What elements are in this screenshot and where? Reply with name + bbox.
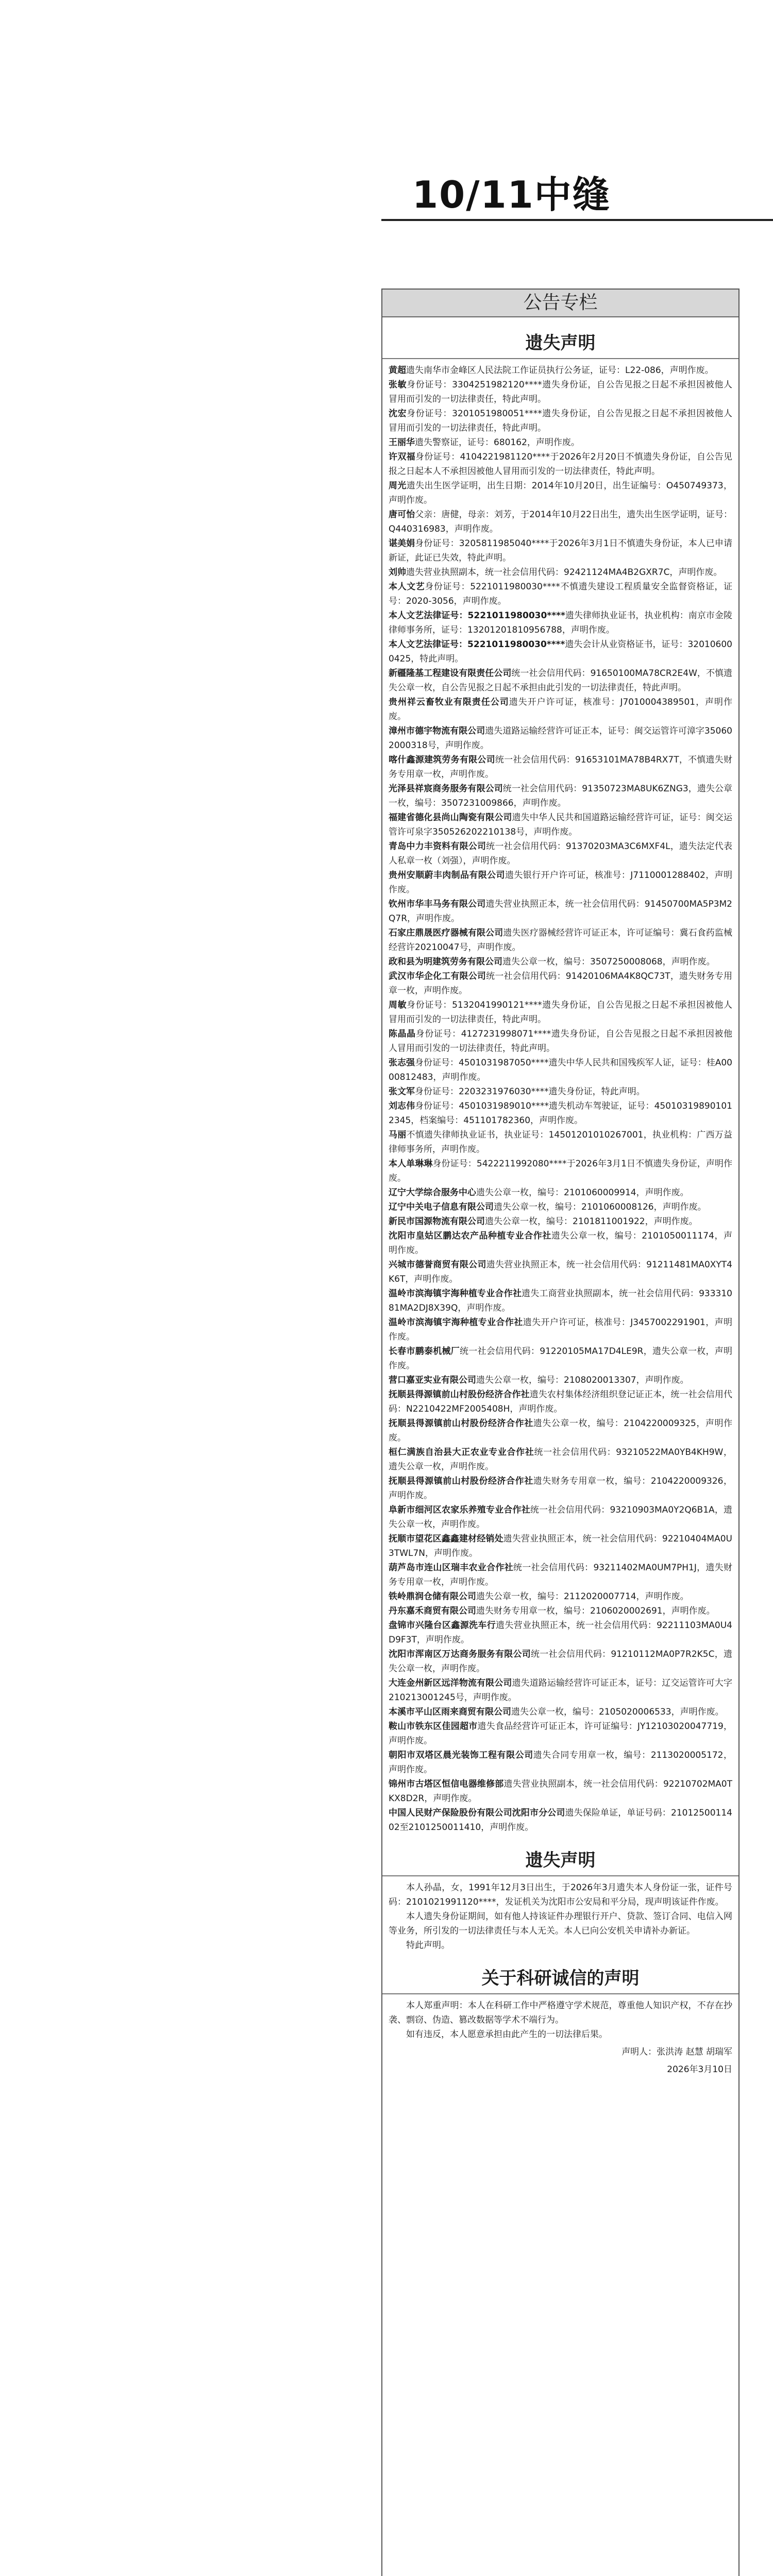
notice-name: 张敏 [389,380,407,390]
notice-item [389,637,732,666]
notice-text: 遗失财务专用章一枚，编号：2104220009326，声明作废。 [389,1476,733,1501]
notice-name: 营口嘉亚实业有限公司 [389,1375,476,1385]
notice-name: 大连金州新区远洋物流有限公司 [389,1678,512,1688]
notice-text: 遗失农村集体经济组织登记证正本，统一社会信用代码：N2210422MF2005408H，声明作废。 [389,1389,733,1414]
notice-item [389,1286,732,1315]
notice-item [389,479,732,507]
notice-text: 遗失银行开户许可证，核准号：J7110001288402，声明作废。 [389,870,733,895]
notice-item [389,1027,732,1056]
notice-text: 遗失开户许可证，核准号：J3457002291901，声明作废。 [389,1317,732,1342]
notice-item [389,1128,732,1157]
notice-name: 本人文艺法律证号：5221011980030**** [389,611,565,621]
notice-text: 身份证号：5422211992080****于2026年3月1日不慎遗失身份证，声明作废。 [389,1159,732,1183]
notice-text: 身份证号：4104221981120****于2026年2月20日不慎遗失身份证，自公告见报之日起本人不承担因被他人冒用而引发的一切法律责任，特此声明。 [389,452,732,477]
section-divider [382,1875,738,1876]
notice-name: 朝阳市双塔区晨光装饰工程有限公司 [389,1750,533,1760]
notice-name: 葫芦岛市连山区瑞丰农业合作社 [389,1563,513,1573]
statement-signers: 声明人：张洪涛 赵慧 胡瑞军 [621,2047,732,2057]
cancel-paragraph: 本人遗失身份证期间，如有他人持该证件办理银行开户、贷款、签订合同、电信入网等业务，所引发的一切法律责任与本人无关。本人已向公安机关申请补办新证。 [389,1911,732,1936]
notice-name: 鞍山市铁东区佳园超市 [389,1721,478,1732]
notice-text: 身份证号：4501031987050****遗失中华人民共和国残疾军人证，证号：桂A0000812483，声明作废。 [389,1058,732,1082]
notice-item [389,1777,732,1806]
notice-item [389,1561,732,1589]
statement-date: 2026年3月10日 [667,2064,732,2075]
notice-text: 遗失律师执业证书，执业机构：南京市金陵律师事务所，证号：13201201810956788，声明作废。 [389,611,732,635]
notice-item [389,580,732,608]
notice-item [389,1315,732,1344]
notice-text: 身份证号：3205811985040****于2026年3月1日不慎遗失身份证，本人已申请新证，此证已失效，特此声明。 [389,538,733,563]
notice-text: 遗失食品经营许可证正本，许可证编号：JY12103020047719，声明作废。 [389,1721,733,1746]
notice-text: 遗失公章一枚，编号：2101060008126，声明作废。 [494,1202,707,1212]
notice-item [389,608,732,637]
notice-name: 周光 [389,481,407,491]
notice-name: 陈晶晶 [389,1029,416,1039]
notice-text: 统一社会信用代码：93211402MA0UM7PH1J，遗失财务专用章一枚，声明作废。 [389,1563,732,1587]
notice-text: 遗失营业执照正本，统一社会信用代码：92210404MA0U3TWL7N，声明作废。 [389,1534,732,1558]
notice-item [389,1344,732,1373]
notice-item [389,1214,732,1229]
notice-text: 统一社会信用代码：91350723MA8UK6ZNG3，遗失公章一枚，编号：3507231009866，声明作废。 [389,784,733,808]
notice-text: 统一社会信用代码：91650100MA78CR2E4W，不慎遗失公章一枚，自公告见报之日起不承担由此引发的一切法律责任，特此声明。 [389,668,733,693]
notice-name: 刘帅 [389,567,406,578]
notice-item [389,507,732,536]
notice-item [389,1589,732,1604]
notice-name: 张志强 [389,1058,415,1068]
notice-item [389,868,732,897]
notice-text: 统一社会信用代码：91210112MA0P7R2K5C，遗失公章一枚，声明作废。 [389,1649,732,1674]
notice-name: 本人文艺 [389,582,425,592]
notice-name: 本人单琳琳 [389,1159,433,1169]
notice-name: 周敏 [389,1000,407,1010]
notice-name: 新疆隆基工程建设有限责任公司 [389,668,512,679]
notice-text: 遗失公章一枚，编号：2101811001922，声明作废。 [485,1216,698,1227]
notice-text: 遗失道路运输经营许可证正本，证号：闽交运管许可漳字350602000318号，声明作废。 [389,726,732,751]
notice-name: 抚顺县得源镇前山村股份经济合作社 [389,1389,530,1400]
notice-item [389,363,732,378]
notice-name: 本人文艺法律证号：5221011980030**** [389,639,565,650]
notice-name: 青岛中力丰资料有限公司 [389,841,486,852]
notice-item [389,1258,732,1286]
notice-name: 温岭市滨海镇宇海种植专业合作社 [389,1317,523,1328]
notice-item [389,926,732,955]
notice-text: 统一社会信用代码：93210903MA0Y2Q6B1A，遗失公章一枚，声明作废。 [389,1505,732,1530]
notice-item [389,998,732,1027]
notice-item [389,955,732,969]
notice-item [389,565,732,580]
notice-name: 张文军 [389,1087,415,1097]
notice-item [389,1647,732,1676]
notice-item [389,1618,732,1647]
notice-name: 辽宁中关电子信息有限公司 [389,1202,494,1212]
notice-text: 遗失公章一枚，编号：3507250008068，声明作废。 [502,957,715,967]
notice-text: 父亲：唐健，母亲：刘芳，于2014年10月22日出生，遗失出生医学证明，证号：Q440316983，声明作废。 [389,510,733,534]
notice-item [389,1474,732,1503]
notice-item [389,724,732,753]
notice-item [389,897,732,926]
notice-text: 统一社会信用代码：91653101MA78B4RX7T，不慎遗失财务专用章一枚，声明作废。 [389,755,733,779]
notice-text: 遗失合同专用章一枚，编号：2113020005172，声明作废。 [389,1750,733,1775]
notice-item [389,1503,732,1532]
section-divider [382,358,738,359]
page-header [0,155,773,232]
notice-name: 贵州安顺蔚丰肉制品有限公司 [389,870,505,880]
notice-text: 身份证号：4127231998071****遗失身份证，自公告见报之日起不承担因被他人冒用而引发的一切法律责任，特此声明。 [389,1029,733,1054]
notice-name: 盘锦市兴隆台区鑫源洗车行 [389,1620,496,1631]
notice-text: 遗失营业执照正本，统一社会信用代码：92211103MA0U4D9F3T，声明作废。 [389,1620,733,1645]
notice-text: 遗失保险单证，单证号码：2101250011402至2101250011410，声明作废。 [389,1808,732,1833]
notice-item [389,1719,732,1748]
notice-item [389,1200,732,1214]
notice-item [389,810,732,839]
cancel-notice-title: 遗失声明 [525,1850,596,1871]
notice-text: 遗失公章一枚，编号：2104220009325，声明作废。 [389,1418,733,1443]
notice-text: 身份证号：2203231976030****遗失身份证，特此声明。 [415,1087,645,1097]
notice-item [389,1185,732,1200]
notice-column [381,289,740,2576]
notice-item [389,1229,732,1258]
notice-text: 遗失开户许可证，核准号：J7010004389501，声明作废。 [389,697,733,722]
notice-text: 身份证号：5132041990121****遗失身份证，自公告见报之日起不承担因被他人冒用而引发的一切法律责任，特此声明。 [389,1000,732,1025]
notice-name: 马丽 [389,1130,407,1140]
notice-item [389,1445,732,1474]
notice-name: 本溪市平山区雨来商贸有限公司 [389,1707,511,1717]
notice-name: 政和县为明建筑劳务有限公司 [389,957,502,967]
notice-item [389,450,732,479]
notice-name: 光泽县祥宸商务服务有限公司 [389,784,503,794]
notice-text: 遗失营业执照正本，统一社会信用代码：91450700MA5P3M2Q7R，声明作废。 [389,899,732,924]
notice-item [389,1705,732,1719]
statement-paragraph: 本人郑重声明：本人在科研工作中严格遵守学术规范，尊重他人知识产权，不存在抄袭、剽窃、伪造、篡改数据等学术不端行为。 [389,2001,732,2025]
section-divider [382,1993,738,1994]
notice-item [389,536,732,565]
cancel-notice-body [382,1880,738,1953]
notice-item [389,1676,732,1705]
notice-item [389,1748,732,1777]
notice-item [389,839,732,868]
notice-name: 贵州祥云畜牧业有限责任公司 [389,697,509,707]
page-title: 10/11中缝 [412,173,611,216]
notice-name: 黄超 [389,365,406,376]
notice-name: 许双福 [389,452,415,462]
notice-text: 遗失警察证，证号：680162，声明作废。 [415,437,580,448]
statement-body [382,1998,738,2077]
notice-name: 福建省德化县尚山陶瓷有限公司 [389,812,512,823]
notice-text: 统一社会信用代码：91420106MA4K8QC73T，遗失财务专用章一枚，声明作废。 [389,971,733,996]
statement-paragraphs [389,1998,732,2042]
loss-notice-title: 遗失声明 [525,333,596,353]
notice-text: 遗失出生医学证明，出生日期：2014年10月20日，出生证编号：O450749373，声明作废。 [389,481,732,505]
statement-paragraph: 如有违反，本人愿意承担由此产生的一切法律后果。 [406,2029,608,2040]
notice-item [389,1084,732,1099]
notice-item [389,969,732,998]
cancel-paragraph: 特此声明。 [406,1940,450,1951]
notice-name: 王丽华 [389,437,415,448]
notice-item [389,1157,732,1185]
notice-item [389,435,732,450]
notice-item [389,378,732,406]
notice-text: 遗失中华人民共和国道路运输经营许可证，证号：闽交运管许可泉字350526202210138号，声明作废。 [389,812,733,837]
statement-title: 关于科研诚信的声明 [481,1968,640,1989]
notice-item [389,695,732,724]
notice-name: 中国人民财产保险股份有限公司沈阳市分公司 [389,1808,565,1818]
notice-item [389,1604,732,1618]
notice-text: 遗失道路运输经营许可证正本，证号：辽交运管许可大字210213001245号，声明作废。 [389,1678,733,1703]
notice-name: 沈宏 [389,409,407,419]
notice-name: 石家庄鼎晟医疗器械有限公司 [389,928,503,938]
notice-text: 不慎遗失律师执业证书，执业证号：14501201010267001，执业机构：广西万益律师事务所，声明作废。 [389,1130,733,1155]
notice-item [389,1387,732,1416]
loss-notice-list [382,363,738,1835]
notice-text: 遗失公章一枚，编号：2108020013307，声明作废。 [476,1375,689,1385]
notice-name: 锦州市古塔区恒信电器维修部 [389,1779,504,1789]
notice-text: 遗失医疗器械经营许可证正本，许可证编号：冀石食药监械经营许20210047号，声明作废。 [389,928,733,953]
notice-name: 阜新市细河区农家乐养殖专业合作社 [389,1505,530,1515]
notice-name: 新民市国源物流有限公司 [389,1216,485,1227]
notice-name: 铁岭鼎润仓储有限公司 [389,1591,476,1602]
notice-item [389,753,732,782]
notice-name: 长春市鹏泰机械厂 [389,1346,460,1357]
notice-name: 沈阳市浑南区万达商务服务有限公司 [389,1649,531,1659]
notice-text: 遗失工商营业执照副本，统一社会信用代码：93331081MA2DJ8X39Q，声明作废。 [389,1289,732,1313]
column-banner: 公告专栏 [382,290,738,317]
notice-name: 抚顺市望花区鑫鑫建材经销处 [389,1534,503,1544]
notice-text: 统一社会信用代码：91220105MA17D4LE9R，遗失公章一枚，声明作废。 [389,1346,733,1371]
notice-name: 抚顺县得源镇前山村股份经济合作社 [389,1418,533,1429]
notice-text: 遗失公章一枚，编号：2112020007714，声明作废。 [476,1591,689,1602]
notice-item [389,1532,732,1561]
notice-name: 丹东嘉禾商贸有限公司 [389,1606,476,1616]
notice-name: 辽宁大学综合服务中心 [389,1188,476,1198]
notice-name: 钦州市华丰马务有限公司 [389,899,486,909]
notice-name: 桓仁满族自治县大正农业专业合作社 [389,1447,534,1458]
notice-item [389,666,732,695]
notice-text: 遗失公章一枚，编号：2101060009914，声明作废。 [476,1188,689,1198]
notice-item [389,782,732,810]
notice-name: 沈阳市皇姑区鹏达农产品种植专业合作社 [389,1231,551,1241]
header-rule [381,219,773,221]
notice-item [389,1806,732,1835]
notice-name: 兴城市德誉商贸有限公司 [389,1260,486,1270]
notice-text: 遗失营业执照副本，统一社会信用代码：92421124MA4B2GXR7C，声明作废。 [406,567,722,578]
notice-text: 身份证号：3304251982120****遗失身份证，自公告见报之日起不承担因被他人冒用而引发的一切法律责任，特此声明。 [389,380,732,404]
notice-text: 遗失营业执照正本，统一社会信用代码：91211481MA0XYT4K6T，声明作废。 [389,1260,732,1284]
notice-item [389,1099,732,1128]
notice-name: 漳州市德宇物流有限公司 [389,726,485,736]
notice-text: 身份证号：4501031989010****遗失机动车驾驶证，证号：450103198901012345，档案编号：451101782360，声明作废。 [389,1101,732,1126]
notice-item [389,1416,732,1445]
notice-text: 遗失公章一枚，编号：2105020006533，声明作废。 [511,1707,724,1717]
notice-item [389,1373,732,1387]
notice-name: 喀什鑫源建筑劳务有限公司 [389,755,495,765]
notice-text: 统一社会信用代码：91370203MA3C6MXF4L，遗失法定代表人私章一枚（刘强），声明作废。 [389,841,732,866]
notice-text: 遗失会计从业资格证书，证号：320106000425，特此声明。 [389,639,732,664]
notice-name: 刘志伟 [389,1101,415,1111]
notice-name: 谌美娟 [389,538,415,549]
cancel-paragraph: 本人孙晶，女，1991年12月3日出生，于2026年3月遗失本人身份证一张，证件号码：2101021991120****，发证机关为沈阳市公安局和平分局，现声明该证件作废。 [389,1883,732,1907]
notice-name: 抚顺县得源镇前山村股份经济合作社 [389,1476,533,1486]
notice-text: 身份证号：5221011980030****不慎遗失建设工程质量安全监督资格证，证号：2020-3056，声明作废。 [389,582,732,606]
notice-text: 身份证号：3201051980051****遗失身份证，自公告见报之日起不承担因被他人冒用而引发的一切法律责任，特此声明。 [389,409,732,433]
notice-name: 温岭市滨海镇宇海种植专业合作社 [389,1289,522,1299]
notice-text: 遗失财务专用章一枚，编号：2106020002691，声明作废。 [476,1606,715,1616]
notice-text: 统一社会信用代码：93210522MA0YB4KH9W，遗失公章一枚，声明作废。 [389,1447,733,1472]
notice-text: 遗失营业执照副本，统一社会信用代码：92210702MA0TKX8D2R，声明作废。 [389,1779,733,1804]
notice-item [389,1056,732,1084]
notice-text: 遗失公章一枚，编号：2101050011174，声明作废。 [389,1231,733,1256]
notice-text: 遗失南华市金峰区人民法院工作证员执行公务证，证号：L22-086，声明作废。 [406,365,714,376]
notice-item [389,406,732,435]
notice-name: 武汉市华企化工有限公司 [389,971,486,981]
notice-name: 唐可怡 [389,510,415,520]
